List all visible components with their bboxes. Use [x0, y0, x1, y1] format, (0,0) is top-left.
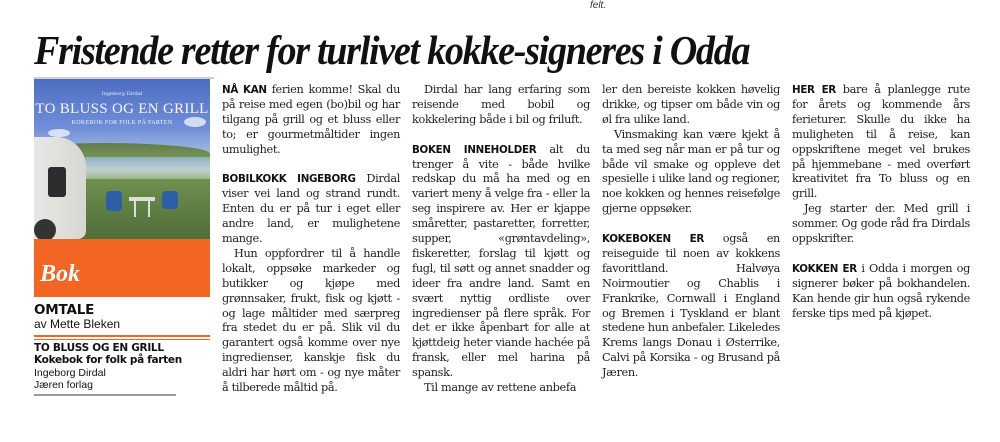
paragraph: [792, 262, 970, 322]
article-column-3: [602, 83, 780, 381]
paragraph-text: ferien komme! Skal du på reise med egen (bo)bil og har tilgang på grill og et bluss eller to; er gourmetmåltider ingen umulighet.: [222, 83, 400, 156]
article-column-1: [222, 83, 400, 396]
paragraph: [602, 128, 780, 217]
paragraph-text: i Odda i morgen og signerer bøker på bokhandelen. Kan hende gir hun også rykende ferske tips med på kjøpet.: [792, 261, 970, 320]
paragraph-text: Dirdal viser vei land og strand rundt. Enten du er på tur i eget eller andre land, er mulighetene mange.: [222, 172, 400, 246]
paragraph-lead-in: NÅ KAN: [222, 84, 267, 96]
publisher: Jæren forlag: [34, 378, 93, 391]
article-column-2: [412, 83, 590, 396]
previous-article-snippet: felt.: [590, 0, 607, 11]
paragraph-lead-in: HER ER: [792, 84, 836, 96]
paragraph-text: Dirdal har lang erfaring som reisende med bobil og kokkelering både i bil og friluft.: [412, 83, 590, 126]
book-meta: [34, 368, 210, 391]
paragraph: [222, 247, 400, 396]
cover-title: TO BLUSS OG EN GRILL: [35, 101, 209, 117]
paragraph: [602, 232, 780, 381]
book-title-line-1: TO BLUSS OG EN GRILL: [34, 342, 164, 354]
paragraph-lead-in: BOKEN INNEHOLDER: [412, 143, 537, 156]
reviewer-byline: av Mette Bleken: [34, 317, 121, 331]
paragraph: [412, 381, 590, 396]
review-factbox: [34, 79, 210, 396]
paragraph-text: Til mange av rettene anbefa: [424, 381, 577, 395]
article-column-4: [792, 83, 970, 321]
paragraph-text: alt du trenger å vite - både hvilke redskap du må ha med og en variert meny å velge fra - eller la seg inspirere av. Her er kjappe småretter, pastaretter, forretter, supper, «grøntavdeling», fiskeretter, forslag til kjøtt og fugl, til søtt og annet snadder og ideer fra andre land. Samt en svært nyttig ordliste over ingredienser på flere språk. For det er ikke åpenbart for alle at kjøttdeig heter viande hachée på fransk, eller mel harina på spansk.: [412, 142, 590, 380]
paragraph-text: Jeg starter der. Med grill i sommer. Og gode råd fra Dirdals oppskrifter.: [792, 202, 970, 246]
paragraph-lead-in: KOKKEN ER: [792, 262, 857, 275]
paragraph-text: Vinsmaking kan være kjekt å ta med seg når man er på tur og både vil smake og oppleve det spesielle i ulike land og regioner, noe kokken og hennes reisefølge gjerne oppsøker.: [602, 127, 780, 216]
paragraph-lead-in: KOKEBOKEN ER: [602, 233, 704, 246]
headline: Fristende retter for turlivet kokke-signeres i Odda: [34, 27, 750, 73]
paragraph-text: ler den bereiste kokken høvelig drikke, og tipser om både vin og øl fra ulike land.: [602, 83, 780, 126]
category-band: [34, 239, 210, 297]
book-cover-image: [34, 79, 210, 239]
paragraph: [412, 83, 590, 128]
paragraph: [222, 172, 400, 247]
paragraph: [412, 143, 590, 382]
book-author: Ingeborg Dirdal: [34, 367, 106, 379]
factbox-end-rule: [34, 394, 176, 396]
cover-author: Ingeborg Dirdal: [101, 91, 143, 97]
paragraph: [792, 202, 970, 247]
paragraph: [602, 83, 780, 128]
paragraph-text: også en reiseguide til noen av kokkens favorittland. Halvøya Noirmoutier og Chablis i Frankrike, Cornwall i England og Bremen i Tyskland er blant stedene hun anbefaler. Likeledes Krems langs Donau i Østerrike, Calvi på Korsika - og Brusand på Jæren.: [602, 232, 780, 380]
accent-double-rule: [34, 335, 210, 340]
paragraph: [222, 83, 400, 158]
paragraph: [792, 83, 970, 202]
book-title: [34, 343, 210, 366]
cover-subtitle: KOKEBOK FOR FOLK PÅ FARTEN: [71, 120, 173, 126]
paragraph-lead-in: BOBILKOKK INGEBORG: [222, 173, 356, 186]
paragraph-text: bare å planlegge rute for årets og kommende års ferieturer. Skulle du ikke ha muligheten til å reise, kan oppskriftene meget vel brukes på hjemmebane - med overført kreativitet fra To bluss og en grill.: [792, 83, 971, 201]
paragraph-text: Hun oppfordrer til å handle lokalt, oppsøke markeder og butikker og kjøpe med grønnsaker, frukt, fisk og kjøtt - og lage måltider med særpreg fra stedet du er på. Slik vil du garantert også komme over nye ingredienser, kanskje fisk du aldri har hørt om - og nye måter å tilberede måltid på.: [222, 246, 400, 395]
book-title-line-2: Kokebok for folk på farten: [34, 353, 182, 366]
review-kind: OMTALE: [34, 302, 95, 318]
category-label: Bok: [40, 261, 81, 287]
